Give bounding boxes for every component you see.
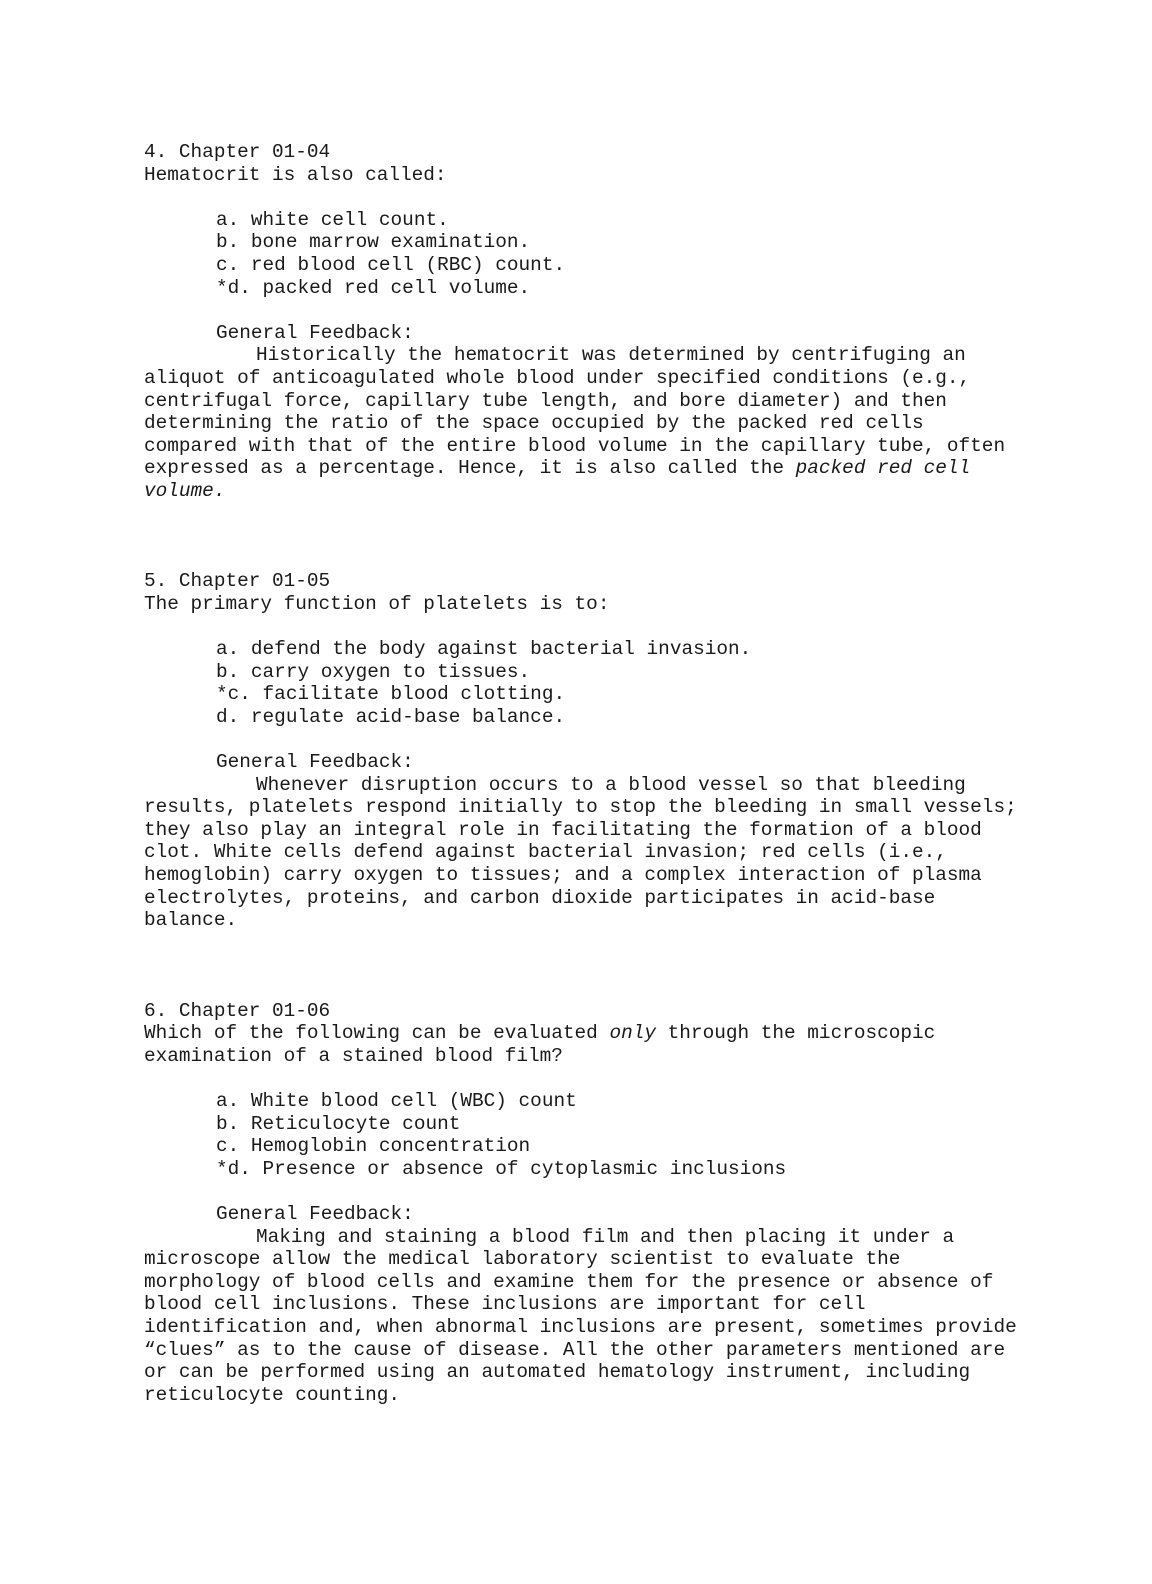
stem-after: through the microscopic examination of a stained blood film? [144, 1022, 947, 1067]
question-stem: Hematocrit is also called: [144, 163, 447, 186]
question-header: 6. Chapter 01-06 [144, 999, 331, 1022]
answer-options [144, 209, 1024, 299]
answer-option-d: *d. Presence or absence of cytoplasmic inclusions [216, 1157, 787, 1180]
answer-option-b: b. carry oxygen to tissues. [216, 660, 531, 683]
answer-options [144, 638, 1024, 728]
question-6 [144, 1000, 1024, 1407]
document-page [144, 141, 1024, 1406]
answer-option-a: a. White blood cell (WBC) count [216, 1089, 577, 1112]
question-spacer [144, 503, 1024, 571]
answer-option-c: c. Hemoglobin concentration [216, 1135, 531, 1158]
answer-option-b: b. bone marrow examination. [216, 231, 531, 254]
feedback-body: Historically the hematocrit was determined by centrifuging an aliquot of anticoagulated whole blood under specified conditions (e.g., centrifugal force, capillary tube length, and bore diameter) and then determining the ratio of the space occupied by the packed red cells compared with that of the entire blood volume in the capillary tube, often expressed as a percentage. Hence, it is also called the [144, 344, 1006, 480]
answer-options [144, 1090, 1024, 1180]
stem-italic-term: only [609, 1022, 657, 1045]
feedback-label: General Feedback: [216, 1202, 414, 1225]
question-stem: The primary function of platelets is to: [144, 592, 610, 615]
question-spacer [144, 932, 1024, 1000]
answer-option-d: d. regulate acid-base balance. [216, 705, 566, 728]
feedback-italic-term: packed red cell volume. [144, 457, 971, 502]
question-stem [144, 1022, 1024, 1067]
answer-option-d: *d. packed red cell volume. [216, 276, 531, 299]
question-5 [144, 570, 1024, 932]
answer-option-c: *c. facilitate blood clotting. [216, 683, 566, 706]
feedback-text [144, 344, 1024, 502]
answer-option-a: a. white cell count. [216, 208, 449, 231]
feedback-label: General Feedback: [216, 751, 414, 774]
answer-option-b: b. Reticulocyte count [216, 1112, 461, 1135]
answer-option-a: a. defend the body against bacterial invasion. [216, 638, 752, 661]
stem-before: Which of the following can be evaluated [144, 1022, 598, 1045]
question-header: 5. Chapter 01-05 [144, 570, 331, 593]
feedback-label: General Feedback: [216, 321, 414, 344]
answer-option-c: c. red blood cell (RBC) count. [216, 253, 566, 276]
question-header: 4. Chapter 01-04 [144, 141, 331, 163]
question-4 [144, 141, 1024, 503]
feedback-text: Whenever disruption occurs to a blood vessel so that bleeding results, platelets respond initially to stop the bleeding in small vessels; they also play an integral role in facilitating the formation of a blood clot. White cells defend against bacterial invasion; red cells (i.e., hemoglobin) carry oxygen to tissues; and a complex interaction of plasma electrolytes, proteins, and carbon dioxide participates in acid-base balance. [144, 773, 1017, 932]
feedback-text: Making and staining a blood film and then placing it under a microscope allow the medical laboratory scientist to evaluate the morphology of blood cells and examine them for the presence or absence of blood cell inclusions. These inclusions are important for cell identification and, when abnormal inclusions are present, sometimes provide “clues” as to the cause of disease. All the other parameters mentioned are or can be performed using an automated hematology instrument, including reticulocyte counting. [144, 1225, 1017, 1406]
